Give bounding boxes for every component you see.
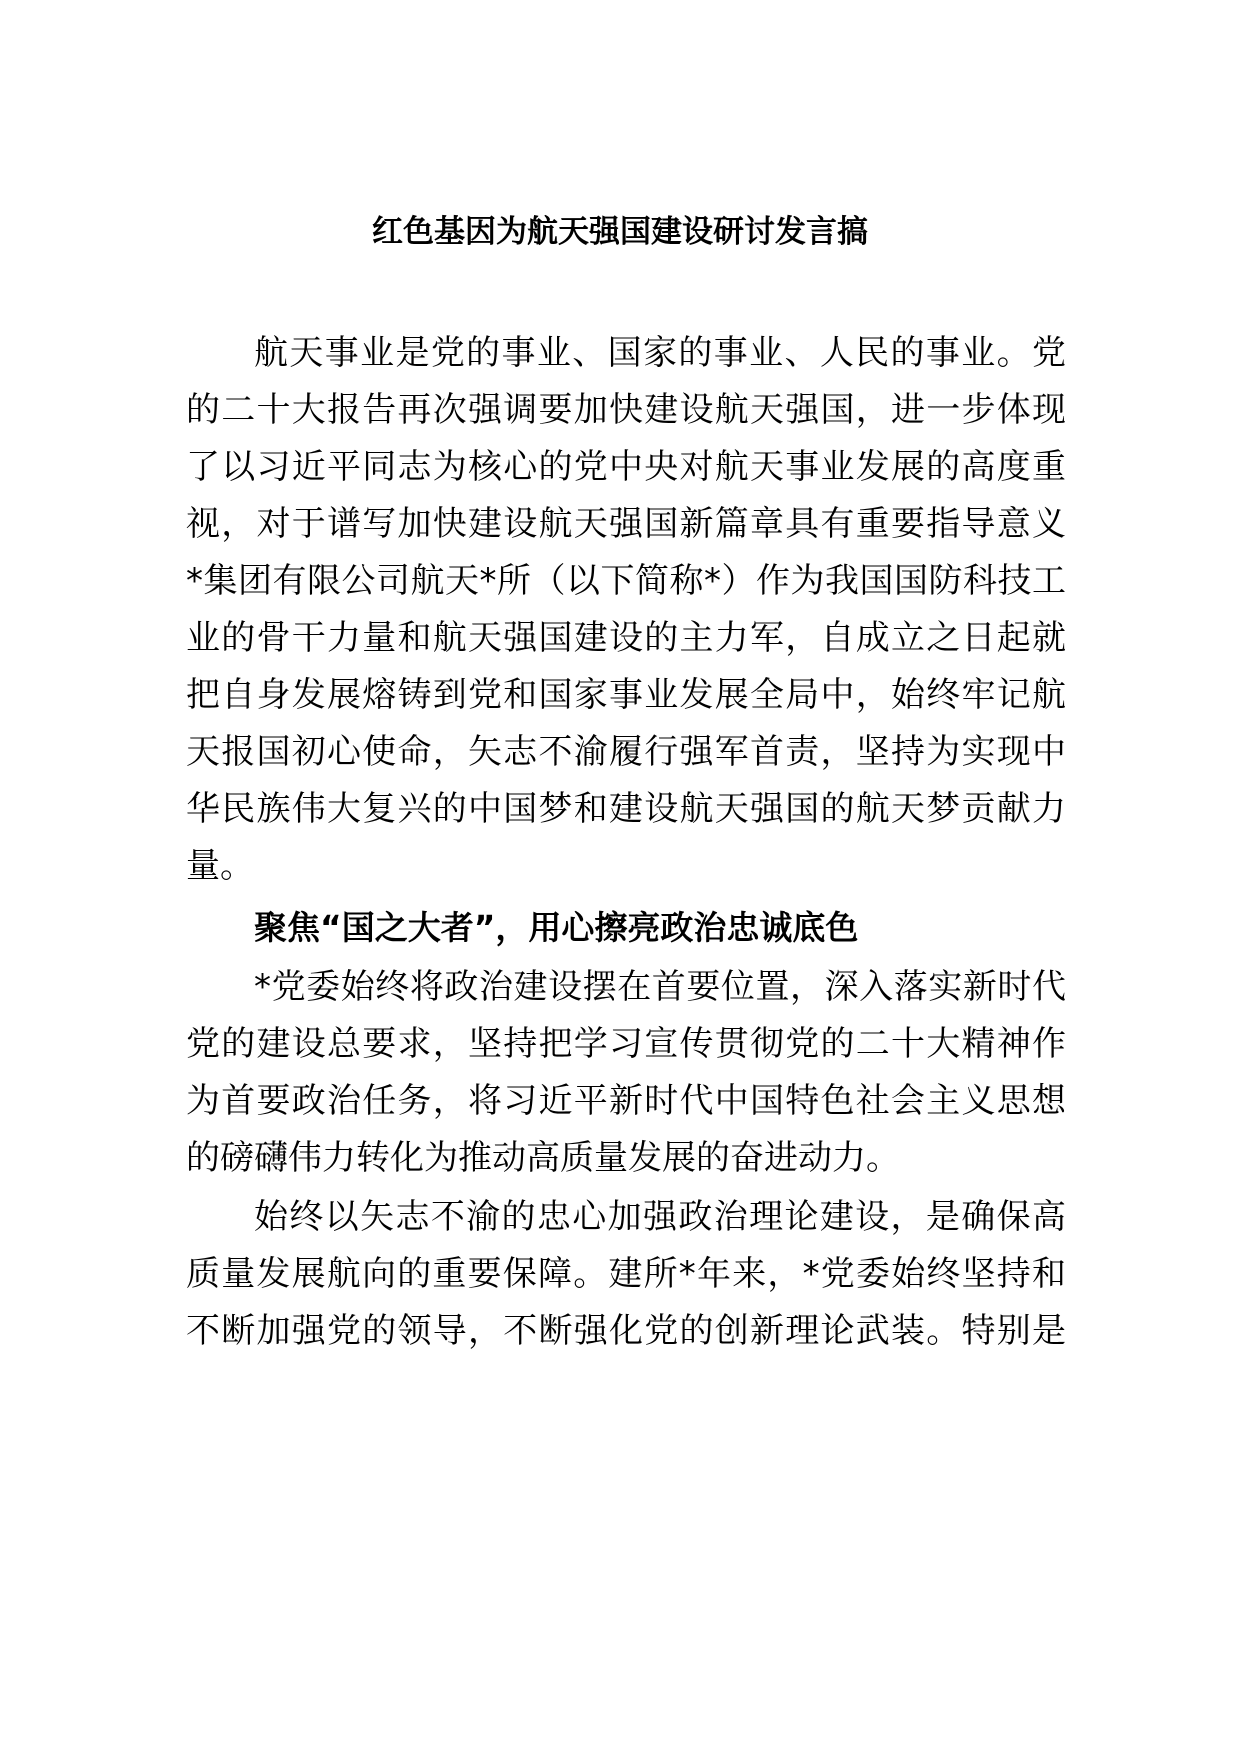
paragraph-line: 不断加强党的领导，不断强化党的创新理论武装。特别是 — [186, 1311, 1066, 1351]
paragraph-line: 天报国初心使命，矢志不渝履行强军首责，坚持为实现中 — [186, 732, 1066, 772]
paragraph-line: 为首要政治任务，将习近平新时代中国特色社会主义思想 — [186, 1081, 1066, 1121]
paragraph-line: 航天事业是党的事业、国家的事业、人民的事业。党 — [254, 333, 1066, 373]
paragraph-line: 的二十大报告再次强调要加快建设航天强国，进一步体现 — [186, 390, 1066, 430]
document-title: 红色基因为航天强国建设研讨发言搞 — [372, 214, 868, 250]
paragraph-line: *集团有限公司航天*所（以下简称*）作为我国国防科技工 — [186, 561, 1066, 601]
section-heading: 聚焦“国之大者”，用心擦亮政治忠诚底色 — [254, 908, 859, 947]
paragraph-line: 始终以矢志不渝的忠心加强政治理论建设，是确保高 — [254, 1197, 1066, 1237]
paragraph-line: 量。 — [186, 846, 254, 886]
paragraph-line: 了以习近平同志为核心的党中央对航天事业发展的高度重 — [186, 447, 1066, 487]
paragraph-line: 党的建设总要求，坚持把学习宣传贯彻党的二十大精神作 — [186, 1024, 1066, 1064]
paragraph-line: 把自身发展熔铸到党和国家事业发展全局中，始终牢记航 — [186, 675, 1066, 715]
paragraph-line: 质量发展航向的重要保障。建所*年来，*党委始终坚持和 — [186, 1254, 1066, 1294]
paragraph-line: *党委始终将政治建设摆在首要位置，深入落实新时代 — [254, 967, 1066, 1007]
paragraph-line: 的磅礴伟力转化为推动高质量发展的奋进动力。 — [186, 1138, 900, 1178]
paragraph-line: 视，对于谱写加快建设航天强国新篇章具有重要指导意义 — [186, 504, 1066, 544]
paragraph-line: 业的骨干力量和航天强国建设的主力军，自成立之日起就 — [186, 618, 1066, 658]
paragraph-line: 华民族伟大复兴的中国梦和建设航天强国的航天梦贡献力 — [186, 789, 1066, 829]
